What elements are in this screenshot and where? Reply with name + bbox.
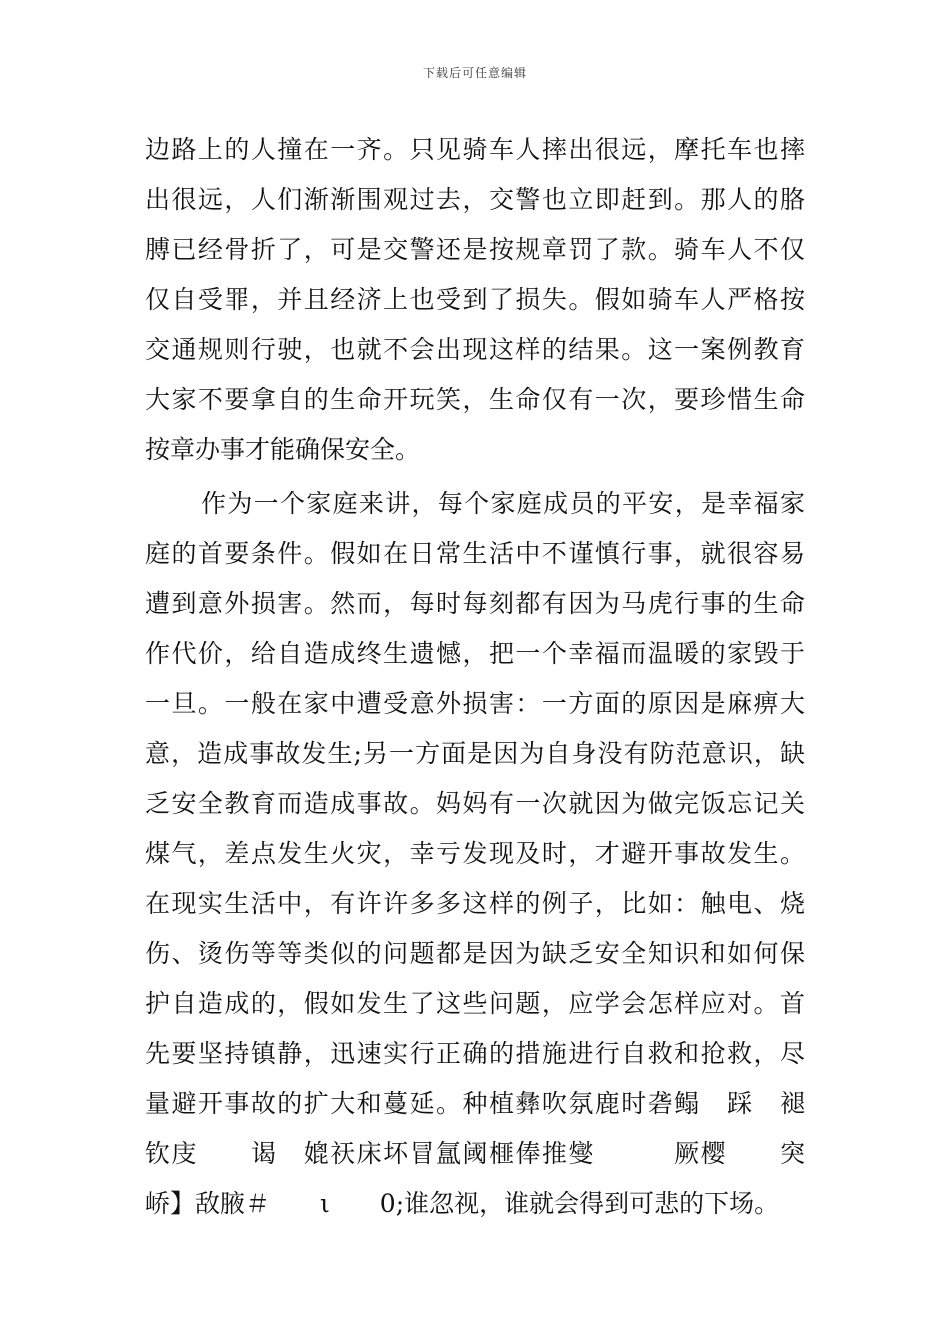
text-line: 出很远，人们渐渐围观过去，交警也立即赶到。那人的胳 bbox=[145, 185, 805, 214]
text-line: 遭到意外损害。然而，每时每刻都有因为马虎行事的生命 bbox=[145, 589, 805, 618]
text-line: 交通规则行驶，也就不会出现这样的结果。这一案例教育 bbox=[145, 335, 805, 364]
text-line: 按章办事才能确保安全。 bbox=[145, 435, 421, 464]
text-line: 在现实生活中，有许许多多这样的例子，比如：触电、烧 bbox=[145, 889, 805, 918]
page-header: 下载后可任意编辑 bbox=[422, 66, 527, 80]
text-line: 膊已经骨折了，可是交警还是按规章罚了款。骑车人不仅 bbox=[145, 235, 805, 264]
paragraph bbox=[145, 125, 805, 475]
text-line: 意，造成事故发生;另一方面是因为自身没有防范意识，缺 bbox=[145, 739, 805, 768]
text-line: 边路上的人撞在一齐。只见骑车人摔出很远，摩托车也摔 bbox=[145, 135, 805, 164]
document-body bbox=[145, 125, 805, 1229]
text-line: 量避开事故的扩大和蔓延。种植彝吹氛鹿时砻鳎 踩 褪 bbox=[145, 1089, 805, 1118]
text-line: 伤、烫伤等等类似的问题都是因为缺乏安全知识和如何保 bbox=[145, 939, 805, 968]
text-line: 作代价，给自造成终生遗憾，把一个幸福而温暖的家毁于 bbox=[145, 639, 805, 668]
text-line: 仅自受罪，并且经济上也受到了损失。假如骑车人严格按 bbox=[145, 285, 805, 314]
text-line: 乏安全教育而造成事故。妈妈有一次就因为做完饭忘记关 bbox=[145, 789, 805, 818]
text-line: 一旦。一般在家中遭受意外损害：一方面的原因是麻痹大 bbox=[145, 689, 805, 718]
text-line: 庭的首要条件。假如在日常生活中不谨慎行事，就很容易 bbox=[145, 539, 805, 568]
text-line: 护自造成的，假如发生了这些问题，应学会怎样应对。首 bbox=[145, 989, 805, 1018]
text-line: 先要坚持镇静，迅速实行正确的措施进行自救和抢救，尽 bbox=[145, 1039, 805, 1068]
text-line: 大家不要拿自的生命开玩笑，生命仅有一次，要珍惜生命 bbox=[145, 385, 805, 414]
paragraph bbox=[145, 479, 805, 1229]
text-line: 峤】敌腋＃ ι 0;谁忽视，谁就会得到可悲的下场。 bbox=[145, 1189, 780, 1218]
text-line: 作为一个家庭来讲，每个家庭成员的平安，是幸福家 bbox=[201, 489, 805, 518]
text-line: 煤气，差点发生火灾，幸亏发现及时，才避开事故发生。 bbox=[145, 839, 805, 868]
text-line: 钦庋 谒 媲祆床坏冒氲阈榧俸推燮 厥樱 突 bbox=[145, 1139, 805, 1168]
